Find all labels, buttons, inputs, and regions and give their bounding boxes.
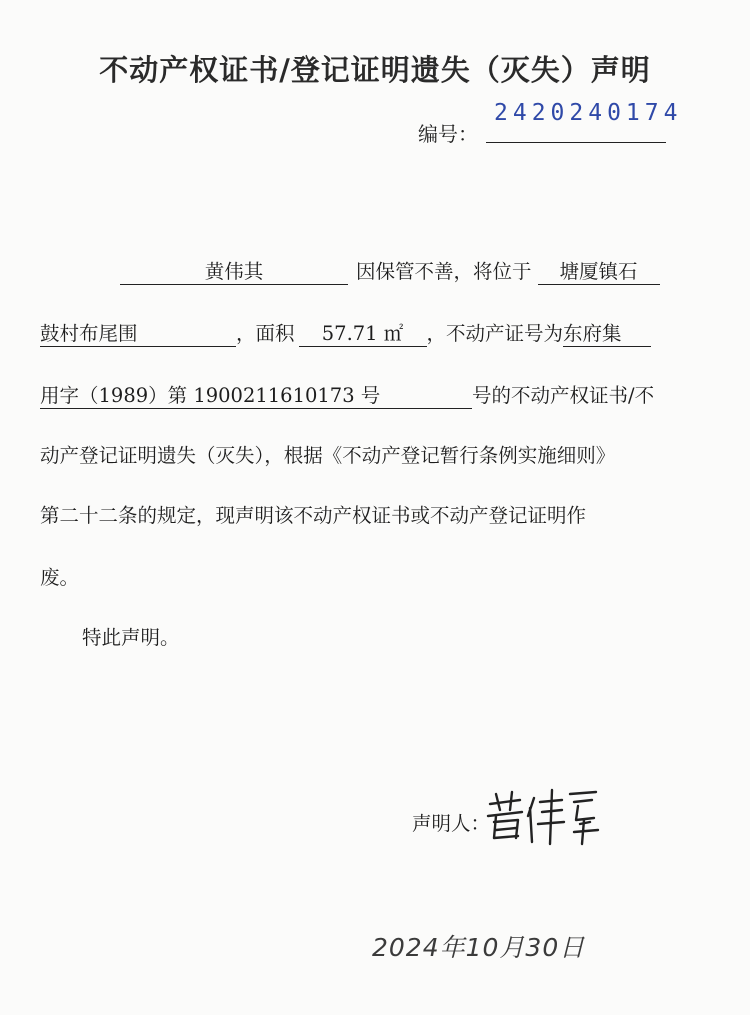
body-line-2 bbox=[40, 318, 651, 347]
signature-date bbox=[372, 928, 612, 968]
body-text-4: 号的不动产权证书/不 bbox=[472, 384, 655, 407]
certificate-number-part2: 用字（1989）第 1900211610173 号 bbox=[40, 384, 472, 409]
document-number-value: 2420240174 bbox=[494, 100, 683, 126]
location-field-part2: 鼓村布尾围 bbox=[40, 322, 236, 347]
body-line-6: 废。 bbox=[40, 566, 80, 589]
body-text-2: ，面积 bbox=[236, 322, 295, 345]
closing-line: 特此声明。 bbox=[82, 626, 180, 649]
certificate-number-part1: 东府集 bbox=[563, 322, 651, 347]
declarant-name-field: 黄伟其 bbox=[120, 260, 348, 285]
document-number bbox=[418, 100, 683, 146]
handwritten-date: 2024年10月30日 bbox=[372, 933, 586, 962]
body-line-1 bbox=[40, 256, 660, 285]
location-field-part1: 塘厦镇石 bbox=[538, 260, 660, 285]
area-field: 57.71 ㎡ bbox=[299, 322, 427, 347]
document-number-label: 编号： bbox=[418, 122, 478, 146]
body-text-1: 因保管不善，将位于 bbox=[356, 260, 532, 283]
body-line-5: 第二十二条的规定，现声明该不动产权证书或不动产登记证明作 bbox=[40, 504, 587, 527]
body-text-3: ，不动产证号为 bbox=[426, 322, 564, 345]
handwritten-signature bbox=[482, 780, 602, 850]
body-line-4: 动产登记证明遗失（灭失），根据《不动产登记暂行条例实施细则》 bbox=[40, 444, 616, 467]
document-title: 不动产权证书/登记证明遗失（灭失）声明 bbox=[99, 53, 651, 87]
body-line-3 bbox=[40, 380, 654, 409]
document-number-underline bbox=[486, 142, 666, 143]
signature-label: 声明人： bbox=[412, 812, 491, 835]
